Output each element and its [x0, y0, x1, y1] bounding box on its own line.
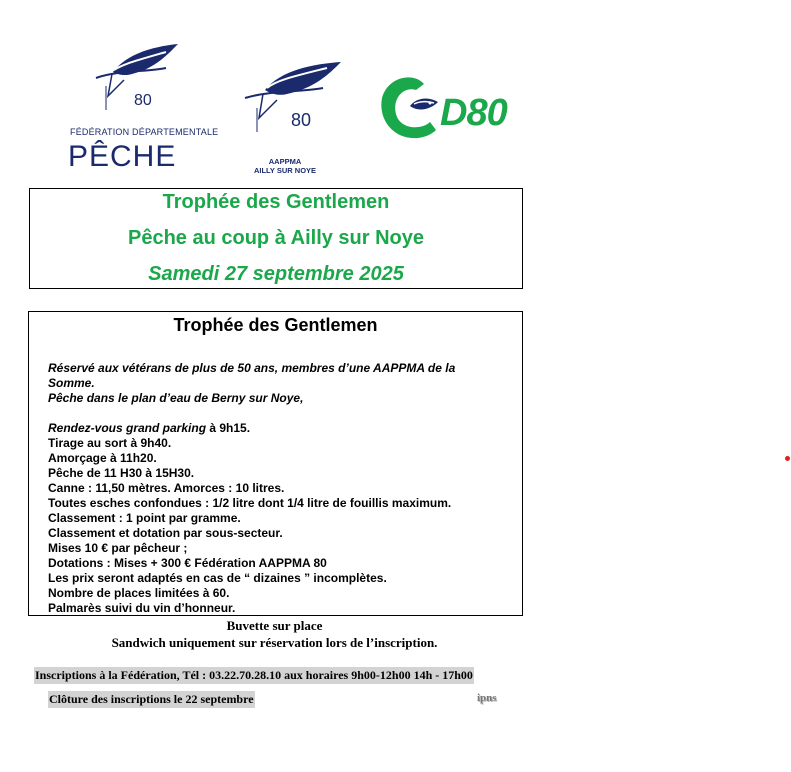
detail-line: Mises 10 € par pêcheur ;	[48, 541, 188, 555]
detail-line: Les prix seront adaptés en cas de “ dizaines ” incomplètes.	[48, 571, 387, 585]
cd80-c-fish-icon	[378, 70, 448, 144]
detail-line: Palmarès suivi du vin d’honneur.	[48, 601, 236, 615]
aappma-line1: AAPPMA	[268, 157, 302, 166]
cd80-logo	[378, 70, 514, 144]
buvette-line: Buvette sur place	[226, 618, 323, 633]
details-title: Trophée des Gentlemen	[173, 315, 378, 335]
detail-line: Classement et dotation par sous-secteur.	[48, 526, 283, 540]
details-body	[48, 361, 455, 616]
location-line: Pêche dans le plan d’eau de Berny sur Noye,	[48, 391, 304, 405]
event-title: Trophée des Gentlemen	[162, 191, 390, 213]
cd80-text: D80	[440, 92, 507, 134]
sandwich-line: Sandwich uniquement sur réservation lors de l’inscription.	[111, 635, 438, 650]
reserved-line2: Somme.	[48, 376, 95, 390]
event-header-box	[29, 188, 523, 289]
detail-line: Dotations : Mises + 300 € Fédération AAPPMA 80	[48, 556, 327, 570]
aappma-caption	[235, 157, 335, 175]
detail-line: Nombre de places limitées à 60.	[48, 586, 230, 600]
event-details-box	[28, 311, 523, 616]
ipns-mark: ipns	[477, 692, 497, 704]
event-subtitle: Pêche au coup à Ailly sur Noye	[127, 227, 425, 249]
cloture-line: Clôture des inscriptions le 22 septembre	[49, 692, 254, 706]
event-date: Samedi 27 septembre 2025	[148, 263, 404, 285]
federation-line1: FÉDÉRATION DÉPARTEMENTALE	[70, 127, 219, 137]
aappma-number: 80	[291, 110, 312, 130]
federation-logo	[68, 40, 219, 176]
fish-hook-icon	[215, 58, 345, 138]
federation-number: 80	[134, 92, 152, 109]
aappma-logo	[215, 58, 345, 180]
detail-line: Toutes esches confondues : 1/2 litre dont 1/4 litre de fouillis maximum.	[48, 496, 452, 510]
detail-line: Tirage au sort à 9h40.	[48, 436, 172, 450]
rdv-time: à 9h15.	[206, 421, 251, 435]
reserved-line1: Réservé aux vétérans de plus de 50 ans, membres d’une AAPPMA de la	[48, 361, 456, 375]
detail-line: Canne : 11,50 mètres. Amorces : 10 litres.	[48, 481, 285, 495]
red-dot	[785, 456, 790, 461]
aappma-line2: AILLY SUR NOYE	[253, 166, 317, 175]
federation-peche: PÊCHE	[68, 140, 177, 173]
spacer	[48, 406, 455, 421]
fish-hook-icon	[68, 40, 188, 120]
detail-line: Pêche de 11 H30 à 15H30.	[48, 466, 195, 480]
detail-line: Classement : 1 point par gramme.	[48, 511, 241, 525]
inscriptions-line: Inscriptions à la Fédération, Tél : 03.22.70.28.10 aux horaires 9h00-12h00 14h - 17h00	[35, 668, 473, 682]
rdv-line	[48, 421, 455, 436]
detail-line: Amorçage à 11h20.	[48, 451, 157, 465]
rdv-label: Rendez-vous grand parking	[48, 421, 207, 435]
